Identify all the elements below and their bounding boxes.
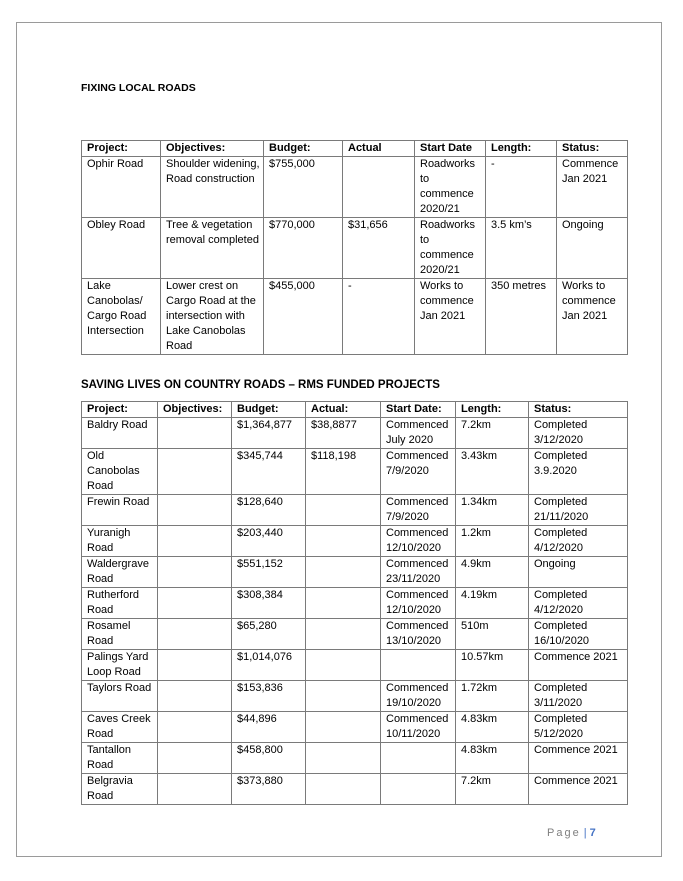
table-cell: Old Canobolas Road <box>82 449 158 495</box>
table-cell: Commenced 10/11/2020 <box>381 712 456 743</box>
table-cell: Tree & vegetation removal completed <box>161 218 264 279</box>
table-cell: Commenced 23/11/2020 <box>381 557 456 588</box>
table-cell: - <box>486 157 557 218</box>
table-cell <box>306 774 381 805</box>
table-cell: $755,000 <box>264 157 343 218</box>
table-cell: 4.19km <box>456 588 529 619</box>
table-cell <box>158 495 232 526</box>
table-row <box>82 619 628 650</box>
table-row <box>82 712 628 743</box>
table-cell <box>158 681 232 712</box>
table-cell: $44,896 <box>232 712 306 743</box>
table-cell: $458,800 <box>232 743 306 774</box>
table-cell <box>158 418 232 449</box>
table-cell: Caves Creek Road <box>82 712 158 743</box>
table-cell <box>381 743 456 774</box>
table-cell: 4.83km <box>456 743 529 774</box>
table-cell: 1.34km <box>456 495 529 526</box>
table-cell: Works to commence Jan 2021 <box>415 279 486 355</box>
table-cell <box>343 157 415 218</box>
table-cell <box>306 495 381 526</box>
table-cell: Commence 2021 <box>529 743 628 774</box>
table-cell: Completed 3/11/2020 <box>529 681 628 712</box>
table-row <box>82 774 628 805</box>
table-row <box>82 743 628 774</box>
column-header: Start Date: <box>381 402 456 418</box>
table-row <box>82 449 628 495</box>
column-header: Length: <box>456 402 529 418</box>
table-row <box>82 588 628 619</box>
table-cell <box>158 650 232 681</box>
table-cell: Completed 4/12/2020 <box>529 526 628 557</box>
table-cell: 510m <box>456 619 529 650</box>
table-cell <box>158 774 232 805</box>
table-cell: $770,000 <box>264 218 343 279</box>
column-header: Objectives: <box>158 402 232 418</box>
table-cell: Ongoing <box>529 557 628 588</box>
column-header: Status: <box>529 402 628 418</box>
table-cell <box>306 743 381 774</box>
column-header: Length: <box>486 141 557 157</box>
table-row <box>82 557 628 588</box>
table-row <box>82 218 628 279</box>
table-cell: $455,000 <box>264 279 343 355</box>
table-cell: 4.9km <box>456 557 529 588</box>
table-cell: Rutherford Road <box>82 588 158 619</box>
table-cell: $308,384 <box>232 588 306 619</box>
table-cell: Rosamel Road <box>82 619 158 650</box>
table-cell: $128,640 <box>232 495 306 526</box>
table-row <box>82 279 628 355</box>
section-heading-fixing-local-roads: FIXING LOCAL ROADS <box>81 82 196 94</box>
footer-separator: | <box>583 827 587 839</box>
column-header: Project: <box>82 402 158 418</box>
table-cell: Tantallon Road <box>82 743 158 774</box>
column-header: Objectives: <box>161 141 264 157</box>
table-cell: Ophir Road <box>82 157 161 218</box>
table-cell: Lower crest on Cargo Road at the intersection with Lake Canobolas Road <box>161 279 264 355</box>
column-header: Actual <box>343 141 415 157</box>
table-cell: Commence 2021 <box>529 774 628 805</box>
column-header: Actual: <box>306 402 381 418</box>
table-row <box>82 681 628 712</box>
table-cell <box>158 712 232 743</box>
table-cell <box>306 712 381 743</box>
table-cell: Yuranigh Road <box>82 526 158 557</box>
table-cell: Commenced July 2020 <box>381 418 456 449</box>
table-cell <box>158 619 232 650</box>
table-cell: 7.2km <box>456 418 529 449</box>
table-cell: Commenced 7/9/2020 <box>381 495 456 526</box>
table-cell <box>306 588 381 619</box>
table-cell: Commenced 13/10/2020 <box>381 619 456 650</box>
table-cell <box>158 526 232 557</box>
table-cell: Waldergrave Road <box>82 557 158 588</box>
table-cell: 10.57km <box>456 650 529 681</box>
table-cell: Frewin Road <box>82 495 158 526</box>
table-cell <box>158 743 232 774</box>
table-cell: Ongoing <box>557 218 628 279</box>
page-label: Page <box>547 827 581 839</box>
table-cell: Works to commence Jan 2021 <box>557 279 628 355</box>
table-cell: $1,364,877 <box>232 418 306 449</box>
table-row <box>82 418 628 449</box>
table-cell: - <box>343 279 415 355</box>
table-cell <box>306 619 381 650</box>
column-header: Project: <box>82 141 161 157</box>
table-cell: Shoulder widening, Road construction <box>161 157 264 218</box>
table-cell: Completed 21/11/2020 <box>529 495 628 526</box>
table-cell: Commenced 19/10/2020 <box>381 681 456 712</box>
table-cell: Completed 4/12/2020 <box>529 588 628 619</box>
table-cell: Commenced 7/9/2020 <box>381 449 456 495</box>
table-cell: $1,014,076 <box>232 650 306 681</box>
page-footer <box>547 827 596 839</box>
fixing-local-roads-table <box>81 140 628 355</box>
table-cell: Completed 3/12/2020 <box>529 418 628 449</box>
table-cell: $373,880 <box>232 774 306 805</box>
column-header: Budget: <box>232 402 306 418</box>
section-heading-saving-lives: SAVING LIVES ON COUNTRY ROADS – RMS FUNDED PROJECTS <box>81 379 440 391</box>
table-cell: Completed 3.9.2020 <box>529 449 628 495</box>
table-cell: Commence 2021 <box>529 650 628 681</box>
page-number: 7 <box>589 827 596 839</box>
table-cell <box>158 588 232 619</box>
table-cell: $345,744 <box>232 449 306 495</box>
table-cell <box>381 650 456 681</box>
rms-funded-projects-table <box>81 401 628 805</box>
table-cell: Roadworks to commence 2020/21 <box>415 157 486 218</box>
table-cell: $118,198 <box>306 449 381 495</box>
table-cell: $31,656 <box>343 218 415 279</box>
table-header-row <box>82 402 628 418</box>
table-cell <box>158 449 232 495</box>
table-cell: Roadworks to commence 2020/21 <box>415 218 486 279</box>
table-row <box>82 650 628 681</box>
table-cell: Completed 16/10/2020 <box>529 619 628 650</box>
table-cell: Commenced 12/10/2020 <box>381 526 456 557</box>
table-row <box>82 495 628 526</box>
table-cell <box>306 526 381 557</box>
column-header: Start Date <box>415 141 486 157</box>
table-cell: 3.5 km’s <box>486 218 557 279</box>
table-cell: Palings Yard Loop Road <box>82 650 158 681</box>
table-cell: 4.83km <box>456 712 529 743</box>
table-cell <box>306 557 381 588</box>
table-cell: $203,440 <box>232 526 306 557</box>
table-cell: 1.2km <box>456 526 529 557</box>
table-row <box>82 157 628 218</box>
table-cell: Commenced 12/10/2020 <box>381 588 456 619</box>
table-cell: Commence Jan 2021 <box>557 157 628 218</box>
table-cell: 1.72km <box>456 681 529 712</box>
column-header: Budget: <box>264 141 343 157</box>
table-header-row <box>82 141 628 157</box>
table-cell <box>158 557 232 588</box>
table-cell: 350 metres <box>486 279 557 355</box>
table-cell <box>306 681 381 712</box>
table-cell <box>306 650 381 681</box>
table-cell: $65,280 <box>232 619 306 650</box>
table-cell: $38,8877 <box>306 418 381 449</box>
table-cell: Belgravia Road <box>82 774 158 805</box>
table-cell <box>381 774 456 805</box>
table-cell: Lake Canobolas/ Cargo Road Intersection <box>82 279 161 355</box>
table-cell: Completed 5/12/2020 <box>529 712 628 743</box>
table-cell: Taylors Road <box>82 681 158 712</box>
table-cell: Baldry Road <box>82 418 158 449</box>
table-cell: $551,152 <box>232 557 306 588</box>
table-cell: 3.43km <box>456 449 529 495</box>
table-cell: Obley Road <box>82 218 161 279</box>
table-row <box>82 526 628 557</box>
column-header: Status: <box>557 141 628 157</box>
table-cell: 7.2km <box>456 774 529 805</box>
table-cell: $153,836 <box>232 681 306 712</box>
